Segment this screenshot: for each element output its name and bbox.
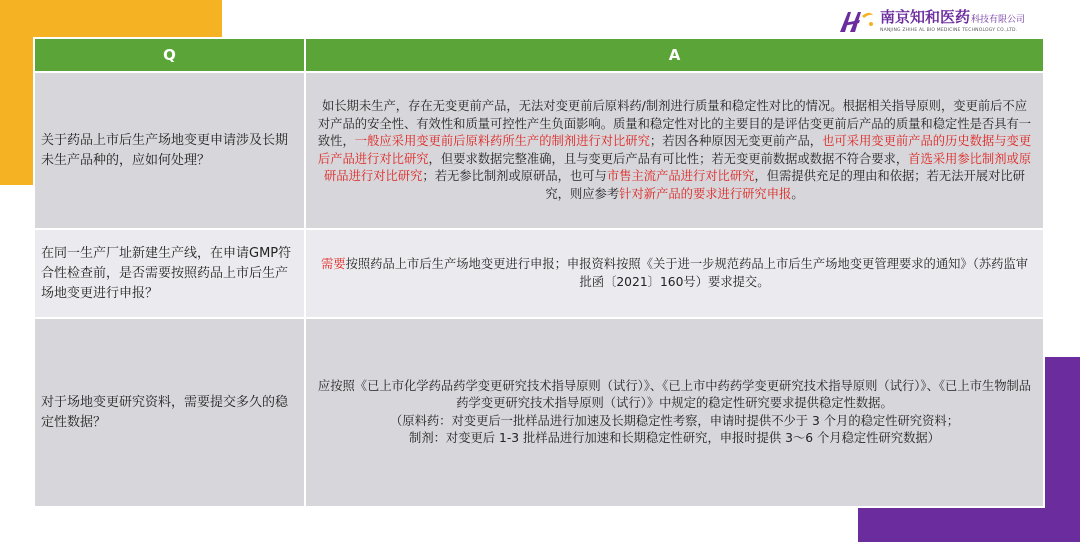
answer-text: 应按照《已上市化学药品药学变更研究技术指导原则（试行）》、《已上市中药药学变更研究技术指导原则（试行）》、《已上市生物制品药学变更研究技术指导原则（试行）》中规定的稳定性研究要求提供稳定性数据。 [317,378,1032,410]
answer-text: ；若无参比制剂或原研品，也可与 [422,169,607,183]
highlighted-text: 市售主流产品进行对比研究 [606,169,755,183]
table-row [34,229,1044,318]
highlighted-text: 针对新产品的要求进行研究申报 [619,186,792,201]
logo-company-suffix: 科技有限公司 [971,15,1026,25]
answer-text: ；若因各种原因无变更前产品， [649,134,823,148]
highlighted-text: 也可采用变更前产品的历史数据与变更后产品进行对比研究 [317,134,1032,166]
logo-company-name: 南京知和医药 [880,8,971,26]
question-cell: 在同一生产厂址新建生产线，在申请GMP符合性检查前，是否需要按照药品上市后生产场地变更进行申报？ [34,229,305,318]
answer-text: ，但需提供充足的理由和依据；若无法开展对比研究，则应参考 [545,169,1025,201]
question-cell: 关于药品上市后生产场地变更申请涉及长期未生产品种的，应如何处理？ [34,72,305,229]
logo-english-name: NANJING ZHIHE AL BIO MEDICINE TECHNOLOGY CO.,LTD. [880,28,1018,33]
table-header-row [34,38,1044,72]
header-q: Q [34,38,305,72]
qa-table [33,37,1045,508]
answer-cell [305,72,1044,229]
highlighted-text: 一般应采用变更前后原料药所生产的制剂进行对比研究 [354,134,650,148]
company-logo [836,6,1025,36]
answer-text: 如长期未生产，存在无变更前产品，无法对变更前后原料药/制剂进行质量和稳定性对比的情况。根据相关指导原则，变更前后不应对产品的安全性、有效性和质量可控性产生负面影响。质量和稳定性对比的主要目的是评估变更前后产品的质量和稳定性是否具有一致性， [317,99,1032,148]
answer-cell [305,318,1044,507]
table-row [34,72,1044,229]
highlighted-text: 需要 [320,257,346,271]
answer-text: ，但要求数据完整准确，且与变更后产品有可比性；若无变更前数据或数据不符合要求， [428,151,909,166]
logo-mark-icon [836,6,876,36]
answer-text: 制剂：对变更后 1-3 批样品进行加速和长期稳定性研究，申报时提供 3～6 个月稳定性研究数据） [409,431,940,445]
highlighted-text: 首选采用参比制剂或原研品进行对比研究 [324,151,1032,183]
table-row [34,318,1044,507]
question-cell: 对于场地变更研究资料，需要提交多久的稳定性数据？ [34,318,305,507]
answer-cell [305,229,1044,318]
answer-text: 按照药品上市后生产场地变更进行申报；申报资料按照《关于进一步规范药品上市后生产场地变更管理要求的通知》（苏药监审批函〔2021〕160号）要求提交。 [345,257,1029,289]
header-a: A [305,38,1044,72]
answer-text: 。 [791,186,804,201]
answer-text: （原料药：对变更后一批样品进行加速及长期稳定性考察，申请时提供不少于 3 个月的稳定性研究资料； [389,413,959,428]
